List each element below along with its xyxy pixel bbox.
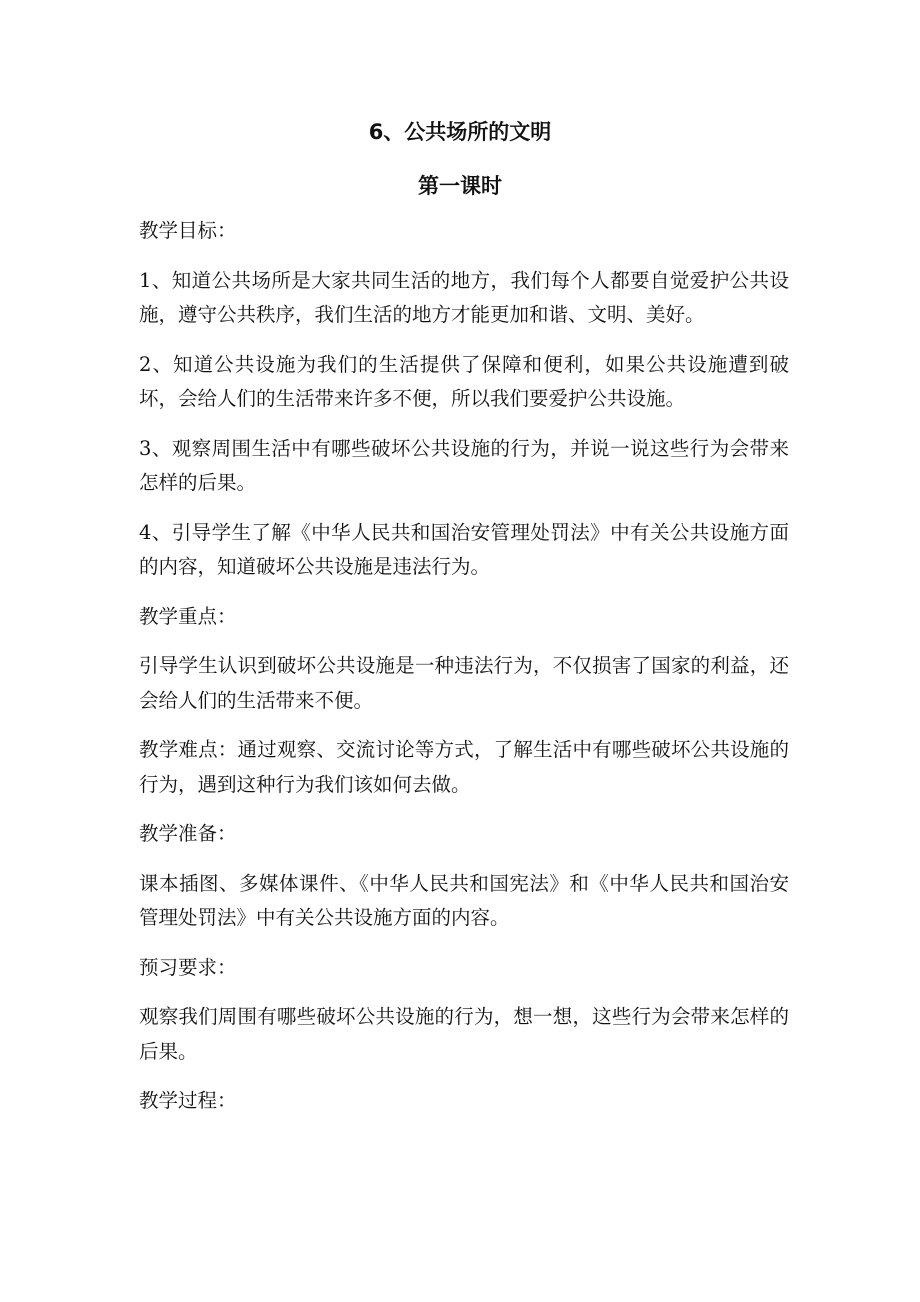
section-heading-objectives: 教学目标： — [139, 219, 237, 242]
objective-2: 2、知道公共设施为我们的生活提供了保障和便利，如果公共设施遭到破坏，会给人们的生活带来许多不便，所以我们要爱护公共设施。 — [139, 352, 789, 410]
preview-text: 观察我们周围有哪些破坏公共设施的行为，想一想，这些行为会带来怎样的后果。 — [139, 1005, 789, 1063]
section-heading-process: 教学过程： — [139, 1089, 237, 1112]
objective-4: 4、引导学生了解《中华人民共和国治安管理处罚法》中有关公共设施方面的内容，知道破坏公共设施是违法行为。 — [139, 520, 789, 578]
preparation-text: 课本插图、多媒体课件、《中华人民共和国宪法》和《中华人民共和国治安管理处罚法》中有关公共设施方面的内容。 — [139, 871, 789, 929]
key-points-text: 引导学生认识到破坏公共设施是一种违法行为，不仅损害了国家的利益，还会给人们的生活带来不便。 — [139, 654, 789, 712]
objective-1: 1、知道公共场所是大家共同生活的地方，我们每个人都要自觉爱护公共设施，遵守公共秩序，我们生活的地方才能更加和谐、文明、美好。 — [139, 268, 789, 326]
document-subtitle: 第一课时 — [418, 174, 502, 198]
document-title: 6、公共场所的文明 — [368, 120, 552, 144]
section-heading-key-points: 教学重点： — [139, 604, 237, 628]
document-body — [139, 214, 789, 1134]
difficulty-text: 教学难点：通过观察、交流讨论等方式，了解生活中有哪些破坏公共设施的行为，遇到这种行为我们该如何去做。 — [139, 738, 789, 796]
section-heading-preparation: 教学准备： — [139, 822, 237, 845]
section-heading-preview: 预习要求： — [139, 955, 237, 979]
objective-3: 3、观察周围生活中有哪些破坏公共设施的行为，并说一说这些行为会带来怎样的后果。 — [139, 436, 789, 494]
